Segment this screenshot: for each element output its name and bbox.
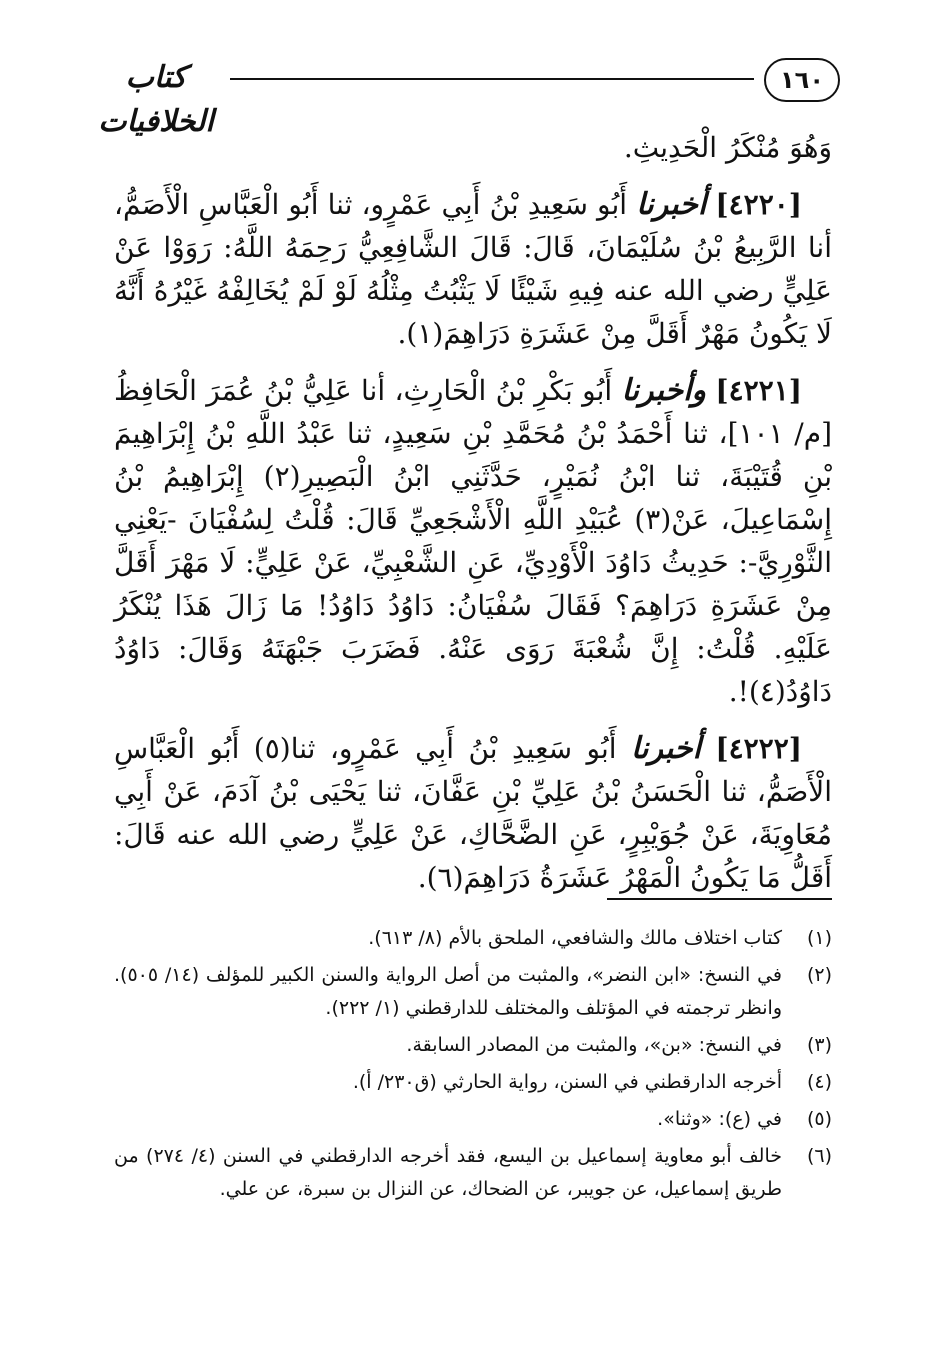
page-header bbox=[88, 56, 840, 139]
footnote-separator bbox=[607, 898, 832, 900]
footnote-text: أخرجه الدارقطني في السنن، رواية الحارثي (ق٢٣٠/ أ). bbox=[352, 1071, 782, 1093]
footnote-number: (١) bbox=[806, 927, 832, 949]
footnote-text: خالف أبو معاوية إسماعيل بن اليسع، فقد أخرجه الدارقطني في السنن (٤/ ٢٧٤) من طريق إسماعيل، عن جويبر، عن الضحاك، عن النزال بن سبرة، عن علي. bbox=[114, 1145, 783, 1200]
hadith-number: [٤٢٢١] bbox=[715, 374, 802, 407]
footnote-number: (٤) bbox=[806, 1071, 832, 1093]
footnote-text: في النسخ: «ابن النضر»، والمثبت من أصل الرواية والسنن الكبير للمؤلف (١٤/ ٥٠٥). وانظر ترجمته في المؤتلف والمختلف للدارقطني (١/ ٢٢٢). bbox=[114, 964, 782, 1019]
footnote-text: في النسخ: «بن»، والمثبت من المصادر السابقة. bbox=[406, 1034, 782, 1056]
akhbarana-label: وأخبرنا bbox=[621, 373, 706, 408]
footnote-number: (٢) bbox=[806, 964, 832, 986]
hadith-text: أَبُو سَعِيدِ بْنُ أَبِي عَمْرٍو، ثنا أَبُو الْعَبَّاسِ الْأَصَمُّ، أنا الرَّبِيعُ بْنُ سُلَيْمَانَ، قَالَ: قَالَ الشَّافِعِيُّ رَحِمَهُ اللَّهُ: رَوَوْا عَنْ عَلِيٍّ رضي الله عنه فِيهِ شَيْئًا لَا يَثْبُتُ مِثْلُهُ لَوْ لَمْ يُخَالِفْهُ غَيْرُهُ أَنَّهُ لَا يَكُونُ مَهْرٌ أَقَلَّ مِنْ عَشَرَةِ دَرَاهِمَ(١). bbox=[114, 188, 832, 350]
running-title: كتاب الخلافيات bbox=[98, 60, 214, 139]
footnote bbox=[114, 1140, 832, 1206]
hadith-4222 bbox=[114, 727, 832, 899]
footnote bbox=[114, 1029, 832, 1062]
header-rule bbox=[230, 78, 754, 80]
akhbarana-label: أخبرنا bbox=[630, 731, 701, 766]
footnote bbox=[114, 959, 832, 1025]
footnote bbox=[114, 922, 832, 955]
footnote-number: (٥) bbox=[806, 1108, 832, 1130]
footnote bbox=[114, 1103, 832, 1136]
hadith-4221 bbox=[114, 369, 832, 713]
hadith-number: [٤٢٢٠] bbox=[715, 188, 803, 221]
main-text bbox=[114, 126, 832, 899]
footnote-number: (٣) bbox=[806, 1034, 832, 1056]
footnote bbox=[114, 1066, 832, 1099]
akhbarana-label: أخبرنا bbox=[636, 187, 707, 222]
page-number: ١٦٠ bbox=[764, 58, 840, 102]
footnote-number: (٦) bbox=[806, 1145, 832, 1167]
footnote-text: في (ع): «وثنا». bbox=[657, 1108, 782, 1130]
hadith-text: أَبُو سَعِيدِ بْنُ أَبِي عَمْرٍو، ثنا(٥) أَبُو الْعَبَّاسِ الْأَصَمُّ، ثنا الْحَسَنُ بْنُ عَلِيِّ بْنِ عَفَّانَ، ثنا يَحْيَى بْنُ آدَمَ، عَنْ أَبِي مُعَاوِيَةَ، عَنْ جُوَيْبِرٍ، عَنِ الضَّحَّاكِ، عَنْ عَلِيٍّ رضي الله عنه قَالَ: أَقَلُّ مَا يَكُونُ الْمَهْرُ عَشَرَةُ دَرَاهِمَ(٦). bbox=[114, 732, 832, 894]
hadith-number: [٤٢٢٢] bbox=[715, 732, 802, 765]
footnotes bbox=[114, 922, 832, 1210]
footnote-text: كتاب اختلاف مالك والشافعي، الملحق بالأم (٨/ ٦١٣). bbox=[368, 927, 782, 949]
hadith-text: أَبُو بَكْرِ بْنُ الْحَارِثِ، أنا عَلِيُّ بْنُ عُمَرَ الْحَافِظُ [م/ ١٠١]، ثنا أَحْمَدُ بْنُ مُحَمَّدِ بْنِ سَعِيدٍ، ثنا عَبْدُ اللَّهِ بْنُ إِبْرَاهِيمَ بْنِ قُتَيْبَةَ، ثنا ابْنُ نُمَيْرٍ، حَدَّثَنِي ابْنُ الْبَصِيرِ(٢) إِبْرَاهِيمُ بْنُ إِسْمَاعِيلَ، عَنْ(٣) عُبَيْدِ اللَّهِ الْأَشْجَعِيِّ قَالَ: قُلْتُ لِسُفْيَانَ -يَعْنِي الثَّوْرِيَّ-: حَدِيثُ دَاوُدَ الْأَوْدِيِّ، عَنِ الشَّعْبِيِّ، عَنْ عَلِيٍّ: لَا مَهْرَ أَقَلَّ مِنْ عَشَرَةِ دَرَاهِمَ؟ فَقَالَ سُفْيَانُ: دَاوُدُ دَاوُدُ! مَا زَالَ هَذَا يُنْكَرُ عَلَيْهِ. قُلْتُ: إِنَّ شُعْبَةَ رَوَى عَنْهُ. فَضَرَبَ جَبْهَتَهُ وَقَالَ: دَاوُدُ دَاوُدُ(٤)!. bbox=[114, 374, 833, 708]
continuation-paragraph: وَهُوَ مُنْكَرُ الْحَدِيثِ. bbox=[623, 131, 832, 164]
hadith-4220 bbox=[114, 183, 832, 355]
